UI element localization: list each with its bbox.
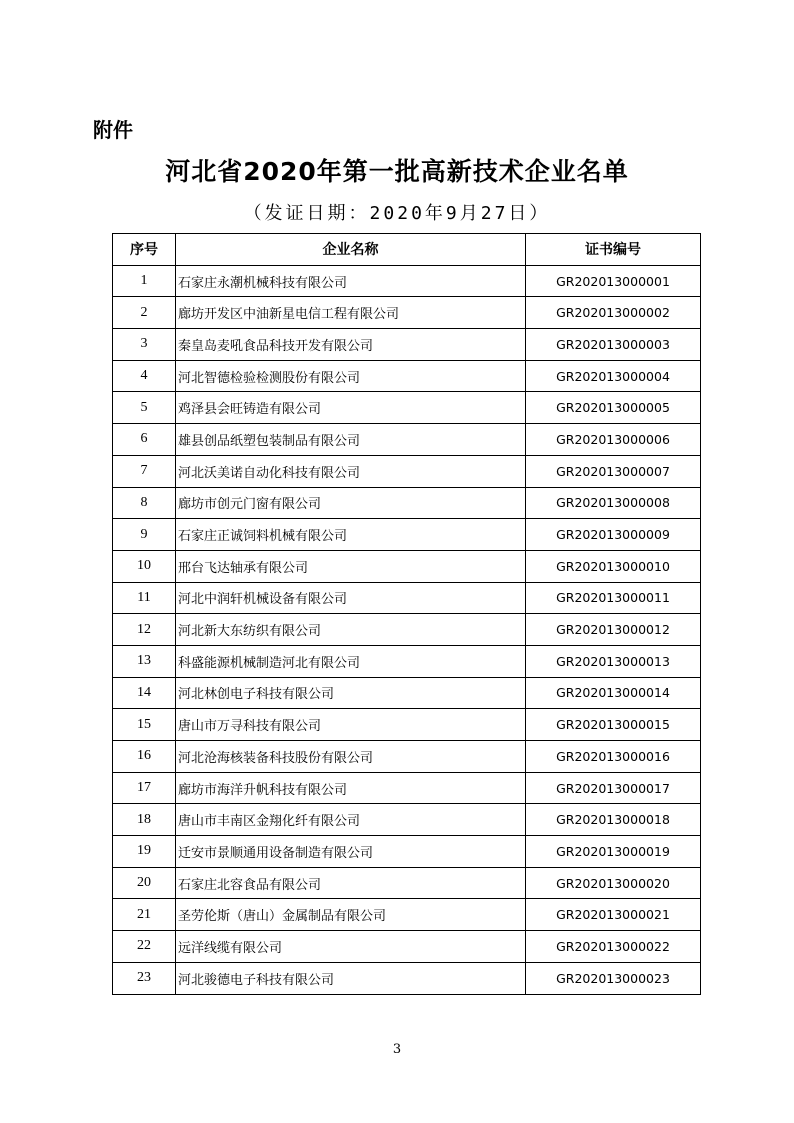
- table-row: [113, 614, 701, 646]
- certificate-number: GR202013000023: [526, 962, 701, 994]
- table-row: [113, 487, 701, 519]
- row-number: 9: [113, 519, 176, 551]
- certificate-number: GR202013000022: [526, 931, 701, 963]
- certificate-number: GR202013000018: [526, 804, 701, 836]
- company-name: 迁安市景顺通用设备制造有限公司: [176, 836, 526, 868]
- table-row: [113, 836, 701, 868]
- certificate-number: GR202013000012: [526, 614, 701, 646]
- certificate-number: GR202013000008: [526, 487, 701, 519]
- certificate-number: GR202013000009: [526, 519, 701, 551]
- table-row: [113, 550, 701, 582]
- row-number: 21: [113, 899, 176, 931]
- certificate-number: GR202013000020: [526, 867, 701, 899]
- table-row: [113, 741, 701, 773]
- table-row: [113, 962, 701, 994]
- table-row: [113, 677, 701, 709]
- table-row: [113, 931, 701, 963]
- row-number: 11: [113, 582, 176, 614]
- company-name: 石家庄北容食品有限公司: [176, 867, 526, 899]
- table-header-row: [113, 234, 701, 266]
- column-header-cert: 证书编号: [526, 234, 701, 266]
- table-row: [113, 455, 701, 487]
- certificate-number: GR202013000004: [526, 360, 701, 392]
- enterprise-table: [112, 233, 701, 995]
- table-row: [113, 772, 701, 804]
- row-number: 1: [113, 265, 176, 297]
- company-name: 河北林创电子科技有限公司: [176, 677, 526, 709]
- table-row: [113, 645, 701, 677]
- certificate-number: GR202013000003: [526, 329, 701, 361]
- row-number: 6: [113, 424, 176, 456]
- certificate-number: GR202013000005: [526, 392, 701, 424]
- table-row: [113, 899, 701, 931]
- row-number: 8: [113, 487, 176, 519]
- row-number: 7: [113, 455, 176, 487]
- table-row: [113, 329, 701, 361]
- row-number: 12: [113, 614, 176, 646]
- table-row: [113, 265, 701, 297]
- row-number: 3: [113, 329, 176, 361]
- company-name: 河北沧海核装备科技股份有限公司: [176, 741, 526, 773]
- document-title: 河北省2020年第一批高新技术企业名单: [165, 157, 629, 186]
- certificate-number: GR202013000007: [526, 455, 701, 487]
- column-header-no: 序号: [113, 234, 176, 266]
- table-row: [113, 424, 701, 456]
- row-number: 4: [113, 360, 176, 392]
- row-number: 22: [113, 931, 176, 963]
- company-name: 河北新大东纺织有限公司: [176, 614, 526, 646]
- company-name: 廊坊开发区中油新星电信工程有限公司: [176, 297, 526, 329]
- certificate-number: GR202013000019: [526, 836, 701, 868]
- table-row: [113, 392, 701, 424]
- certificate-number: GR202013000010: [526, 550, 701, 582]
- company-name: 邢台飞达轴承有限公司: [176, 550, 526, 582]
- row-number: 18: [113, 804, 176, 836]
- company-name: 秦皇岛麦吼食品科技开发有限公司: [176, 329, 526, 361]
- row-number: 10: [113, 550, 176, 582]
- table-row: [113, 709, 701, 741]
- row-number: 13: [113, 645, 176, 677]
- certificate-number: GR202013000013: [526, 645, 701, 677]
- certificate-number: GR202013000001: [526, 265, 701, 297]
- certificate-number: GR202013000017: [526, 772, 701, 804]
- table-row: [113, 867, 701, 899]
- table-row: [113, 360, 701, 392]
- company-name: 雄县创品纸塑包装制品有限公司: [176, 424, 526, 456]
- issue-date-subtitle: （发证日期：2020年9月27日）: [243, 203, 551, 224]
- row-number: 2: [113, 297, 176, 329]
- company-name: 科盛能源机械制造河北有限公司: [176, 645, 526, 677]
- company-name: 鸡泽县会旺铸造有限公司: [176, 392, 526, 424]
- column-header-name: 企业名称: [176, 234, 526, 266]
- certificate-number: GR202013000002: [526, 297, 701, 329]
- row-number: 16: [113, 741, 176, 773]
- company-name: 石家庄永潮机械科技有限公司: [176, 265, 526, 297]
- company-name: 圣劳伦斯（唐山）金属制品有限公司: [176, 899, 526, 931]
- certificate-number: GR202013000006: [526, 424, 701, 456]
- table-row: [113, 519, 701, 551]
- table-row: [113, 804, 701, 836]
- company-name: 唐山市丰南区金翔化纤有限公司: [176, 804, 526, 836]
- row-number: 5: [113, 392, 176, 424]
- company-name: 河北沃美诺自动化科技有限公司: [176, 455, 526, 487]
- table-row: [113, 582, 701, 614]
- row-number: 20: [113, 867, 176, 899]
- row-number: 17: [113, 772, 176, 804]
- company-name: 河北智德检验检测股份有限公司: [176, 360, 526, 392]
- row-number: 14: [113, 677, 176, 709]
- certificate-number: GR202013000021: [526, 899, 701, 931]
- table-row: [113, 297, 701, 329]
- company-name: 河北中润轩机械设备有限公司: [176, 582, 526, 614]
- certificate-number: GR202013000016: [526, 741, 701, 773]
- company-name: 廊坊市创元门窗有限公司: [176, 487, 526, 519]
- row-number: 19: [113, 836, 176, 868]
- company-name: 石家庄正诚饲料机械有限公司: [176, 519, 526, 551]
- certificate-number: GR202013000015: [526, 709, 701, 741]
- certificate-number: GR202013000011: [526, 582, 701, 614]
- company-name: 远洋线缆有限公司: [176, 931, 526, 963]
- page-number: 3: [392, 1042, 402, 1057]
- company-name: 河北骏德电子科技有限公司: [176, 962, 526, 994]
- row-number: 15: [113, 709, 176, 741]
- row-number: 23: [113, 962, 176, 994]
- company-name: 廊坊市海洋升帆科技有限公司: [176, 772, 526, 804]
- company-name: 唐山市万寻科技有限公司: [176, 709, 526, 741]
- certificate-number: GR202013000014: [526, 677, 701, 709]
- attachment-label: 附件: [93, 118, 133, 142]
